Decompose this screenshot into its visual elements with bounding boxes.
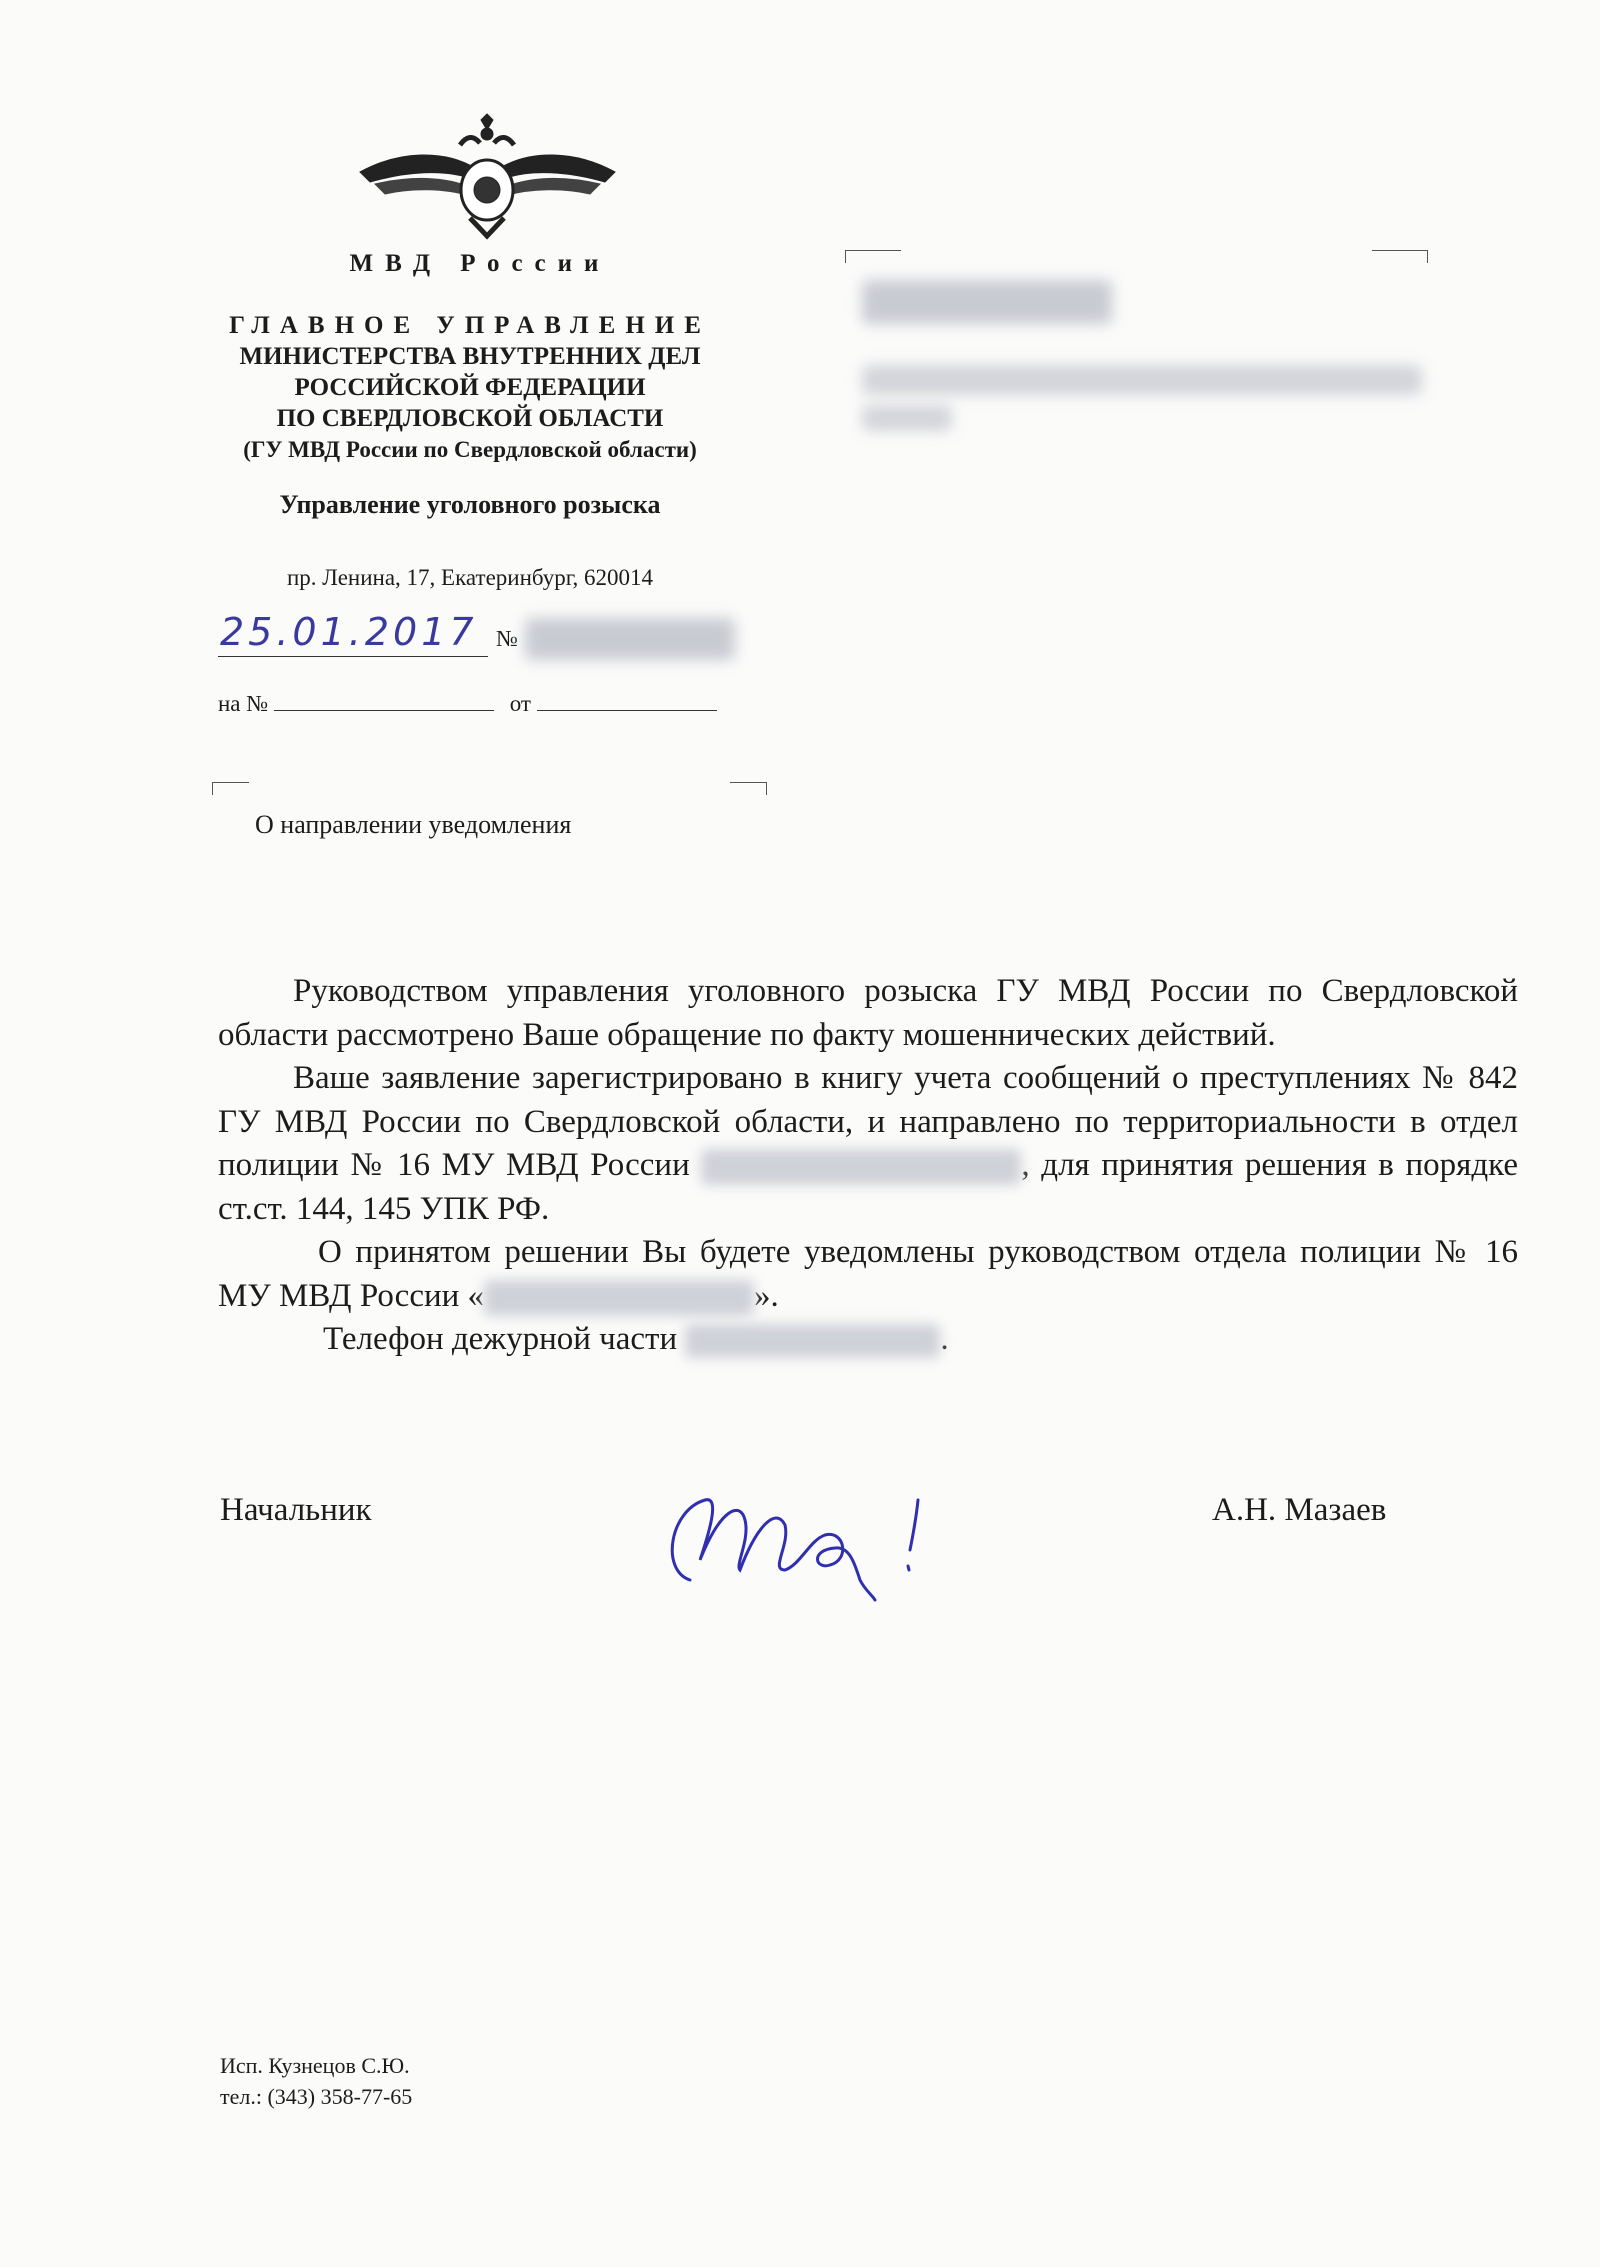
subject-corner-left xyxy=(212,782,249,795)
executor-name: Исп. Кузнецов С.Ю. xyxy=(220,2053,410,2078)
handwritten-date: 25.01.2017 xyxy=(220,610,478,654)
body-paragraph-2-text-b: , для принятия решения в порядке ст.ст. 144, 145 УПК РФ. xyxy=(218,1147,1518,1227)
body-paragraph-3 xyxy=(218,1231,1518,1318)
mvd-eagle-emblem-icon xyxy=(350,110,625,240)
redacted-duty-phone xyxy=(685,1324,940,1358)
signer-name: А.Н. Мазаев xyxy=(1212,1492,1387,1528)
reference-date-blank xyxy=(537,690,717,711)
reference-date-label: от xyxy=(509,691,531,716)
body-paragraph-2-text-a: Ваше заявление зарегистрировано в книгу учета сообщений о преступлениях № 842 ГУ МВД России по Свердловской области, и направлено по территориальности в отдел полиции № 16 МУ МВД России xyxy=(218,1060,1518,1183)
agency-short-name: МВД России xyxy=(349,250,611,277)
body-paragraph-1: Руководством управления уголовного розыска ГУ МВД России по Свердловской области рассмотрено Ваше обращение по факту мошеннических действий. xyxy=(218,973,1518,1053)
addressee-corner-left xyxy=(845,250,901,263)
redacted-addressee-address-2 xyxy=(862,405,952,431)
executor-info xyxy=(220,2050,412,2112)
ministry-name-block xyxy=(160,310,780,465)
reference-number-blank xyxy=(274,690,494,711)
reference-number-label: на № xyxy=(218,691,269,716)
redacted-outgoing-number xyxy=(525,618,735,660)
redacted-police-unit-quote xyxy=(484,1280,754,1316)
body-paragraph-2 xyxy=(218,1057,1518,1231)
ministry-line-3: РОССИЙСКОЙ ФЕДЕРАЦИИ xyxy=(294,374,646,401)
date-underline xyxy=(218,656,488,657)
duty-phone-label: Телефон дежурной части xyxy=(323,1321,678,1357)
outgoing-number-label: № xyxy=(496,626,518,651)
redacted-addressee-address-1 xyxy=(862,365,1422,395)
ministry-abbreviation: (ГУ МВД России по Свердловской области) xyxy=(243,437,697,462)
ministry-line-1: ГЛАВНОЕ УПРАВЛЕНИЕ xyxy=(229,312,711,339)
signer-position: Начальник xyxy=(220,1492,372,1528)
body-paragraph-3-text-b: ». xyxy=(754,1277,779,1314)
addressee-corner-right xyxy=(1372,250,1428,263)
ministry-line-4: ПО СВЕРДЛОВСКОЙ ОБЛАСТИ xyxy=(276,405,664,432)
department-address: пр. Ленина, 17, Екатеринбург, 620014 xyxy=(286,565,654,590)
redacted-police-unit-name xyxy=(701,1149,1021,1185)
department-name: Управление уголовного розыска xyxy=(279,490,661,519)
handwritten-signature-icon xyxy=(650,1470,990,1610)
ministry-line-2: МИНИСТЕРСТВА ВНУТРЕННИХ ДЕЛ xyxy=(239,343,701,370)
duty-phone-end: . xyxy=(940,1321,949,1357)
letter-body xyxy=(218,970,1518,1362)
subject-corner-right xyxy=(730,782,767,795)
executor-phone: тел.: (343) 358-77-65 xyxy=(220,2084,413,2109)
redacted-addressee-name xyxy=(862,280,1112,324)
body-paragraph-4 xyxy=(218,1318,1518,1362)
body-paragraph-3-text-a: О принятом решении Вы будете уведомлены руководством отдела полиции № 16 МУ МВД России « xyxy=(218,1234,1518,1314)
reference-line xyxy=(218,690,717,717)
letter-subject: О направлении уведомления xyxy=(255,810,572,839)
